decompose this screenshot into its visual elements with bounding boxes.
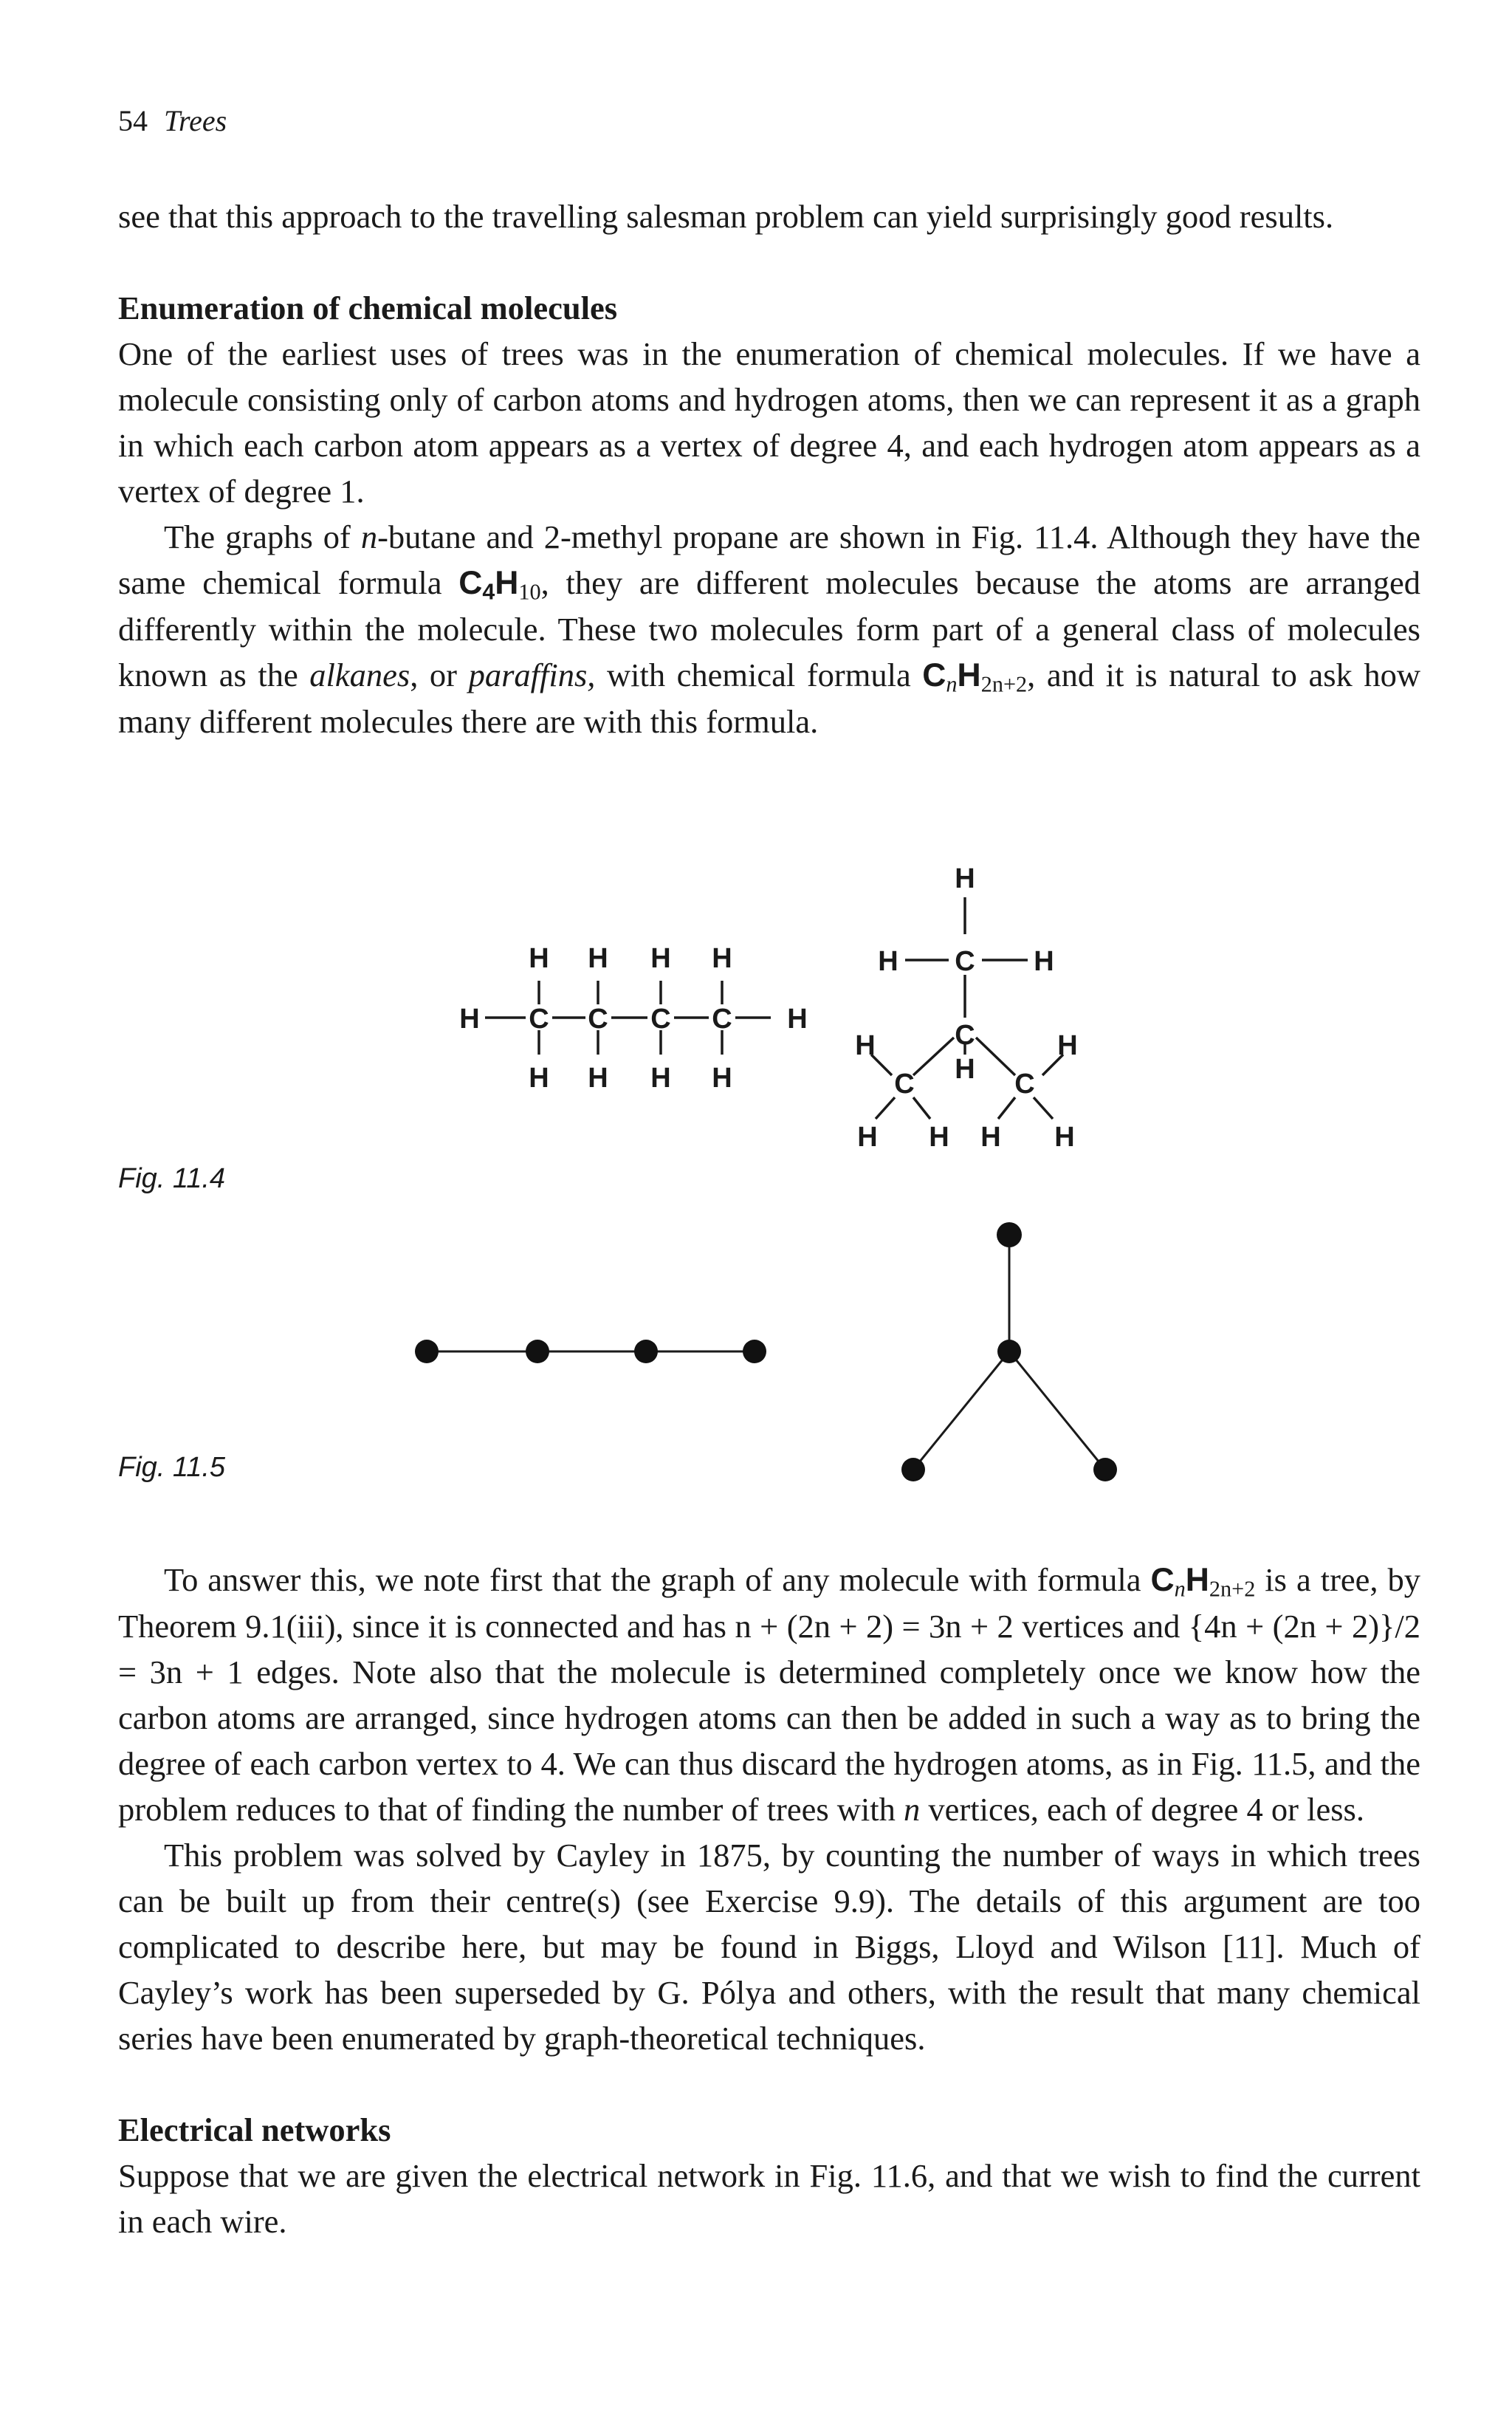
svg-text:H: H bbox=[529, 943, 549, 974]
heading-enumeration: Enumeration of chemical molecules bbox=[118, 289, 618, 326]
vertex bbox=[997, 1340, 1021, 1363]
svg-text:C: C bbox=[712, 1004, 732, 1035]
svg-text:H: H bbox=[878, 946, 898, 977]
star-tree bbox=[901, 1222, 1117, 1481]
svg-text:H: H bbox=[712, 943, 732, 974]
paragraph-chem-2: The graphs of n-butane and 2-methyl propane are shown in Fig. 11.4. Although they have the same chemical formula $C_4H_{10}$, they are different molecules because the atoms are arranged differently within the molecule. These two molecules form part of a general class of molecules known as the alkanes, or paraffins, with chemical formula $C_nH_{2n+2}$, and it is natural to ask how many different molecules there are with this formula. bbox=[118, 518, 1421, 740]
formula-c4h10: $C_4H_{10}$ bbox=[458, 565, 541, 605]
caption-fig-11-5: Fig. 11.5 bbox=[118, 1452, 226, 1483]
paragraph-cayley: This problem was solved by Cayley in 1875, by counting the number of ways in which trees can be built up from their centre(s) (see Exercise 9.9). The details of this argument are too complicated to describe here, but may be found in Biggs, Lloyd and Wilson [11]. Much of Cayley’s work has been superseded by G. Pólya and others, with the result that many chemical series have been enumerated by graph-theoretical techniques. bbox=[118, 1837, 1420, 2057]
vertex bbox=[997, 1222, 1022, 1247]
text-block-top bbox=[118, 193, 1420, 744]
figure-11-5 bbox=[0, 1204, 1512, 1484]
svg-text:H: H bbox=[955, 1054, 975, 1085]
vertex bbox=[901, 1458, 925, 1481]
svg-text:H: H bbox=[650, 1063, 671, 1094]
vertex bbox=[634, 1340, 658, 1363]
svg-text:H: H bbox=[980, 1122, 1001, 1153]
svg-text:H: H bbox=[787, 1004, 808, 1035]
caption-fig-11-4: Fig. 11.4 bbox=[118, 1163, 226, 1194]
svg-text:H: H bbox=[650, 943, 671, 974]
paragraph-answer: To answer this, we note first that the graph of any molecule with formula $C_nH_{2n+2}$ is a tree, by Theorem 9.1(iii), since it is connected and has n + (2n + 2) = 3n + 2 vertices and {4n + (2n + 2)}/2 = 3n + 1 edges. Note also that the molecule is determined completely once we know how the carbon atoms are arranged, since hydrogen atoms can then be added in such a way as to bring the degree of each carbon vertex to 4. We can thus discard the hydrogen atoms, as in Fig. 11.5, and the problem reduces to that of finding the number of trees with n vertices, each of degree 4 or less. bbox=[118, 1561, 1420, 1828]
methylpropane-structure bbox=[855, 863, 1077, 1153]
svg-text:H: H bbox=[588, 943, 608, 974]
section-title: Trees bbox=[164, 104, 227, 137]
svg-text:C: C bbox=[955, 946, 975, 977]
svg-text:H: H bbox=[712, 1063, 732, 1094]
paragraph-electrical: Suppose that we are given the electrical network in Fig. 11.6, and that we wish to find the current in each wire. bbox=[118, 2157, 1420, 2240]
svg-text:H: H bbox=[855, 1030, 876, 1061]
vertex bbox=[743, 1340, 766, 1363]
path-tree bbox=[415, 1340, 766, 1363]
page-number: 54 bbox=[118, 104, 148, 137]
svg-text:H: H bbox=[1057, 1030, 1078, 1061]
svg-text:C: C bbox=[955, 1020, 975, 1051]
text-block-bottom bbox=[118, 1557, 1420, 2244]
svg-text:C: C bbox=[529, 1004, 549, 1035]
svg-text:H: H bbox=[1034, 946, 1054, 977]
n-butane-structure bbox=[459, 943, 807, 1094]
svg-text:H: H bbox=[459, 1004, 480, 1035]
svg-text:H: H bbox=[857, 1122, 878, 1153]
formula-cnh2n2: $C_nH_{2n+2}$ bbox=[1150, 1562, 1256, 1602]
svg-text:H: H bbox=[929, 1122, 949, 1153]
formula-cnh2n2: $C_nH_{2n+2}$ bbox=[922, 657, 1028, 697]
svg-text:C: C bbox=[1014, 1069, 1035, 1100]
svg-text:H: H bbox=[588, 1063, 608, 1094]
running-head bbox=[118, 103, 227, 139]
intro-paragraph: see that this approach to the travelling salesman problem can yield surprisingly good results. bbox=[118, 198, 1334, 235]
paragraph-chem-1: One of the earliest uses of trees was in the enumeration of chemical molecules. If we have a molecule consisting only of carbon atoms and hydrogen atoms, then we can represent it as a graph in which each carbon atom appears as a vertex of degree 4, and each hydrogen atom appears as a vertex of degree 1. bbox=[118, 335, 1420, 510]
svg-text:H: H bbox=[1054, 1122, 1075, 1153]
heading-electrical: Electrical networks bbox=[118, 2111, 391, 2148]
vertex bbox=[415, 1340, 439, 1363]
svg-text:H: H bbox=[529, 1063, 549, 1094]
vertex bbox=[526, 1340, 549, 1363]
figure-11-4 bbox=[0, 857, 1512, 1226]
svg-text:C: C bbox=[650, 1004, 671, 1035]
svg-text:C: C bbox=[894, 1069, 915, 1100]
svg-text:H: H bbox=[955, 863, 975, 894]
svg-text:C: C bbox=[588, 1004, 608, 1035]
vertex bbox=[1093, 1458, 1117, 1481]
